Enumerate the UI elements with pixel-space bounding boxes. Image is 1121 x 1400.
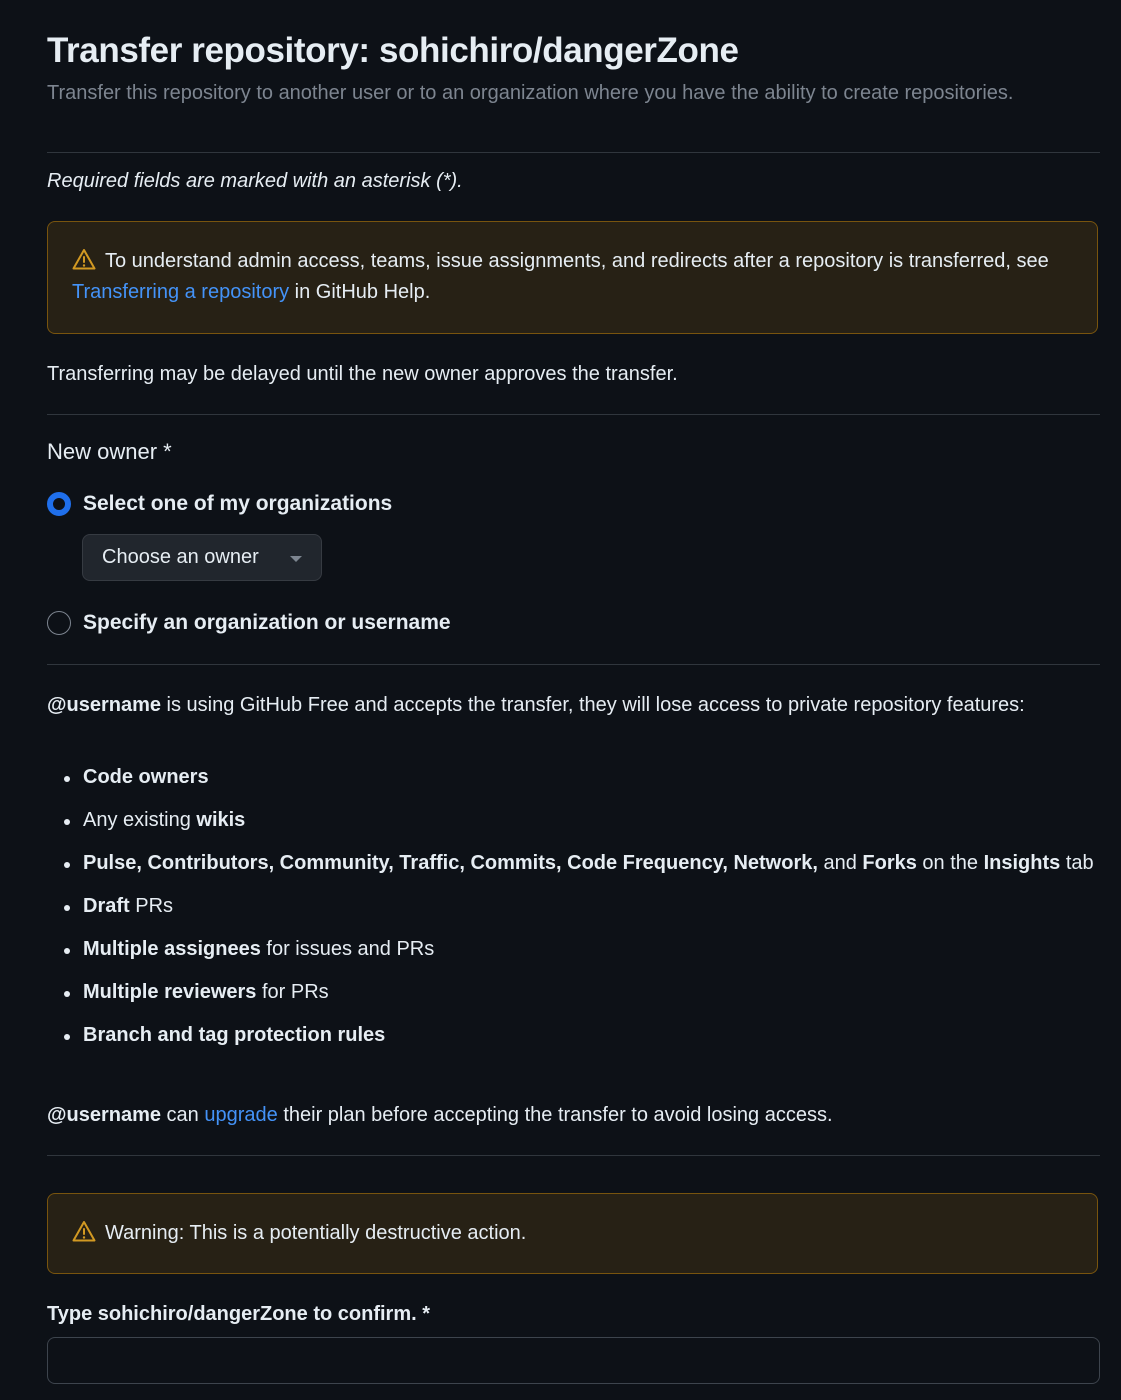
new-owner-label: New owner * [47,439,172,464]
feature-name: Draft [83,895,130,917]
radio-specify-owner-label[interactable]: Specify an organization or username [83,611,451,634]
danger-flash-text [72,1218,526,1249]
list-item [47,934,1097,965]
page-subtitle: Transfer this repository to another user or to an organization where you have the ability to create repositories. [47,82,1014,104]
feature-text: tab [1060,852,1094,874]
list-item [47,805,1097,836]
free-plan-intro [47,690,1087,721]
feature-name: wikis [196,809,246,831]
feature-name: Multiple reviewers [83,981,257,1003]
divider [47,152,1100,153]
feature-text: on the [916,852,984,874]
username-mention: @username [47,694,161,716]
choose-owner-dropdown[interactable] [82,534,322,581]
feature-name: Code owners [83,766,209,788]
lost-features-list [47,762,1097,1063]
divider [47,414,1100,415]
free-plan-intro-text: is using GitHub Free and accepts the transfer, they will lose access to private repository features: [161,694,1025,716]
feature-name: Forks [862,852,917,874]
confirm-label: Type sohichiro/dangerZone to confirm. * [47,1303,430,1325]
upgrade-note-rest: their plan before accepting the transfer to avoid losing access. [277,1104,833,1126]
list-item [47,977,1097,1008]
danger-flash [47,1193,1098,1274]
list-item [47,891,1097,922]
required-fields-note: Required fields are marked with an asterisk (*). [47,170,463,192]
info-flash [47,221,1098,334]
choose-owner-label: Choose an owner [102,546,259,568]
alert-icon [72,248,96,270]
list-item [47,1020,1097,1051]
list-item [47,848,1097,879]
radio-button-unselected[interactable] [47,611,71,635]
upgrade-link[interactable]: upgrade [204,1104,278,1126]
feature-text: for issues and PRs [260,938,435,960]
radio-button-selected[interactable] [47,492,71,516]
feature-text: and [817,852,863,874]
danger-warning-text: Warning: This is a potentially destructive action. [105,1222,527,1244]
divider [47,664,1100,665]
confirm-input[interactable] [47,1337,1100,1384]
upgrade-note [47,1100,833,1131]
upgrade-note-mid: can [161,1104,205,1126]
radio-specify-owner[interactable] [47,609,451,637]
feature-name: Pulse, Contributors, Community, Traffic, Commits, Code Frequency, Network, [83,852,818,874]
info-flash-text [72,246,1072,308]
delay-note: Transferring may be delayed until the new owner approves the transfer. [47,363,678,385]
feature-name: Branch and tag protection rules [83,1024,386,1046]
divider [47,1155,1100,1156]
feature-name: Insights [983,852,1061,874]
feature-text: for PRs [256,981,329,1003]
transferring-repository-link[interactable]: Transferring a repository [72,281,290,303]
info-flash-text-after: in GitHub Help. [289,281,431,303]
feature-name: Multiple assignees [83,938,261,960]
alert-icon [72,1220,96,1242]
caret-down-icon [290,556,302,562]
page-title: Transfer repository: sohichiro/dangerZone [47,31,739,70]
username-mention: @username [47,1104,161,1126]
info-flash-text-before: To understand admin access, teams, issue assignments, and redirects after a repository is transferred, see [105,250,1049,272]
radio-select-organization-label[interactable]: Select one of my organizations [83,492,393,515]
feature-text: Any existing [83,809,197,831]
feature-text: PRs [129,895,174,917]
list-item [47,762,1097,793]
radio-select-organization[interactable] [47,490,392,518]
